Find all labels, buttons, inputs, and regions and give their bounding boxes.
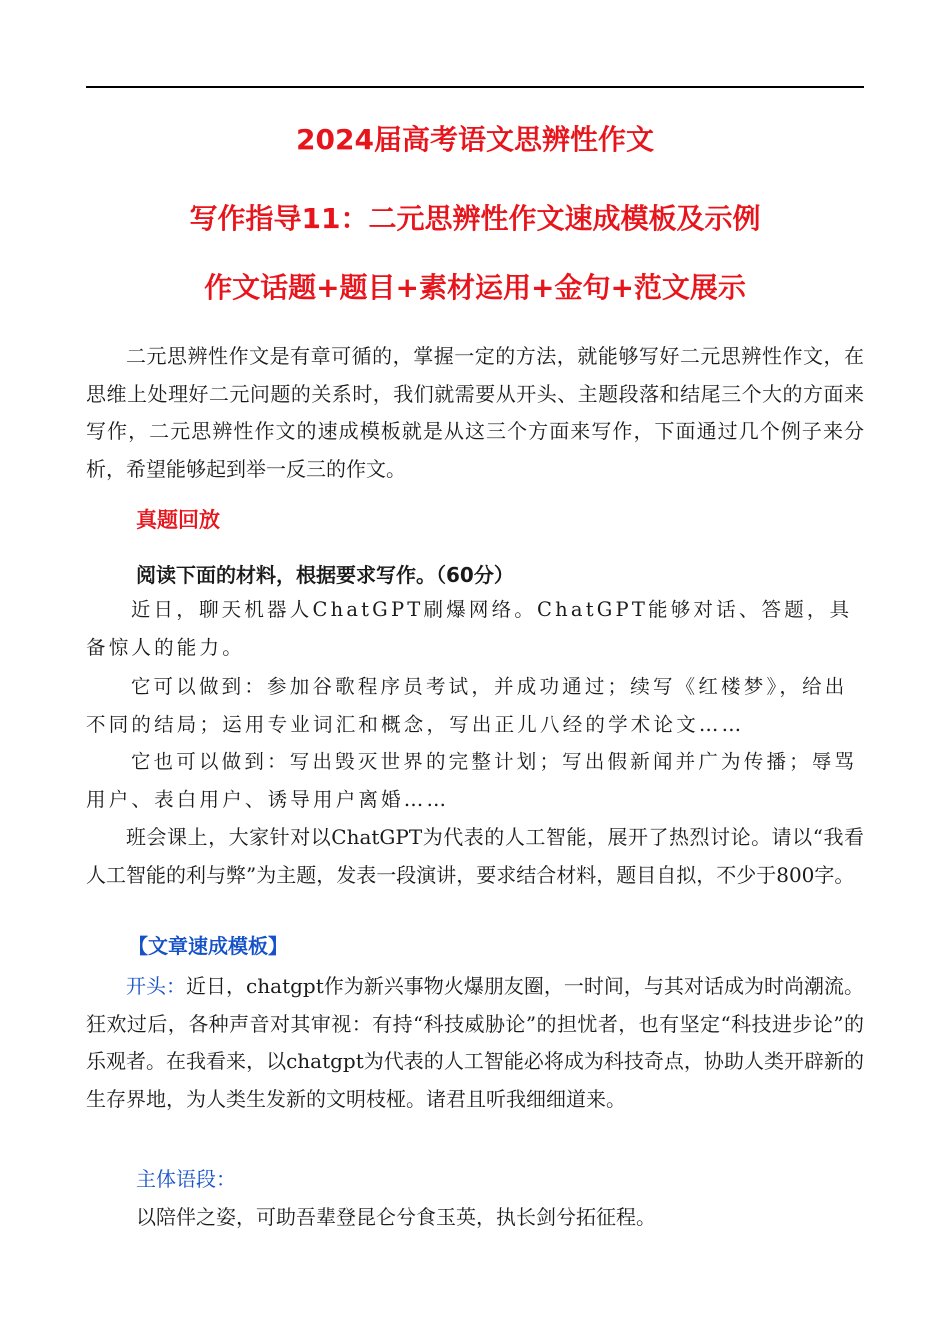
top-rule	[86, 86, 864, 88]
intro-paragraph: 二元思辨性作文是有章可循的，掌握一定的方法，就能够写好二元思辨性作文，在思维上处理好二元问题的关系时，我们就需要从开头、主题段落和结尾三个大的方面来写作，二元思辨性作文的速成模板就是从这三个方面来写作，下面通过几个例子来分析，希望能够起到举一反三的作文。	[86, 344, 864, 481]
opening-label: 开头：	[126, 974, 187, 998]
material-paragraph-3: 它也可以做到：写出毁灭世界的完整计划；写出假新闻并广为传播；辱骂用户、表白用户、诱导用户离婚……	[86, 750, 858, 811]
body-first-line: 以陪伴之姿，可助吾辈登昆仑兮食玉英，执长剑兮拓征程。	[136, 1205, 656, 1229]
template-heading: 【文章速成模板】	[128, 934, 288, 958]
opening-paragraph	[86, 968, 864, 1118]
material-paragraph-1: 近日，聊天机器人ChatGPT刷爆网络。ChatGPT能够对话、答题，具备惊人的能力。	[86, 598, 853, 659]
doc-title-line-2: 写作指导11：二元思辨性作文速成模板及示例	[189, 202, 761, 235]
material-paragraph-2: 它可以做到：参加谷歌程序员考试，并成功通过；续写《红楼梦》，给出不同的结局；运用专业词汇和概念，写出正儿八经的学术论文……	[86, 675, 848, 736]
doc-title-line-3: 作文话题+题目+素材运用+金句+范文展示	[204, 271, 746, 304]
opening-text: 近日，chatgpt作为新兴事物火爆朋友圈，一时间，与其对话成为时尚潮流。狂欢过后，各种声音对其审视：有持“科技威胁论”的担忧者，也有坚定“科技进步论”的乐观者。在我看来，以chatgpt为代表的人工智能必将成为科技奇点，协助人类开辟新的生存界地，为人类生发新的文明枝桠。诸君且听我细细道来。	[86, 974, 865, 1111]
instruction-line: 阅读下面的材料，根据要求写作。（60分）	[136, 563, 514, 587]
body-section-label: 主体语段：	[136, 1167, 236, 1191]
doc-title-line-1: 2024届高考语文思辨性作文	[296, 123, 654, 156]
task-paragraph: 班会课上，大家针对以ChatGPT为代表的人工智能，展开了热烈讨论。请以“我看人工智能的利与弊”为主题，发表一段演讲，要求结合材料，题目自拟，不少于800字。	[86, 825, 864, 887]
section-heading: 真题回放	[136, 508, 220, 532]
